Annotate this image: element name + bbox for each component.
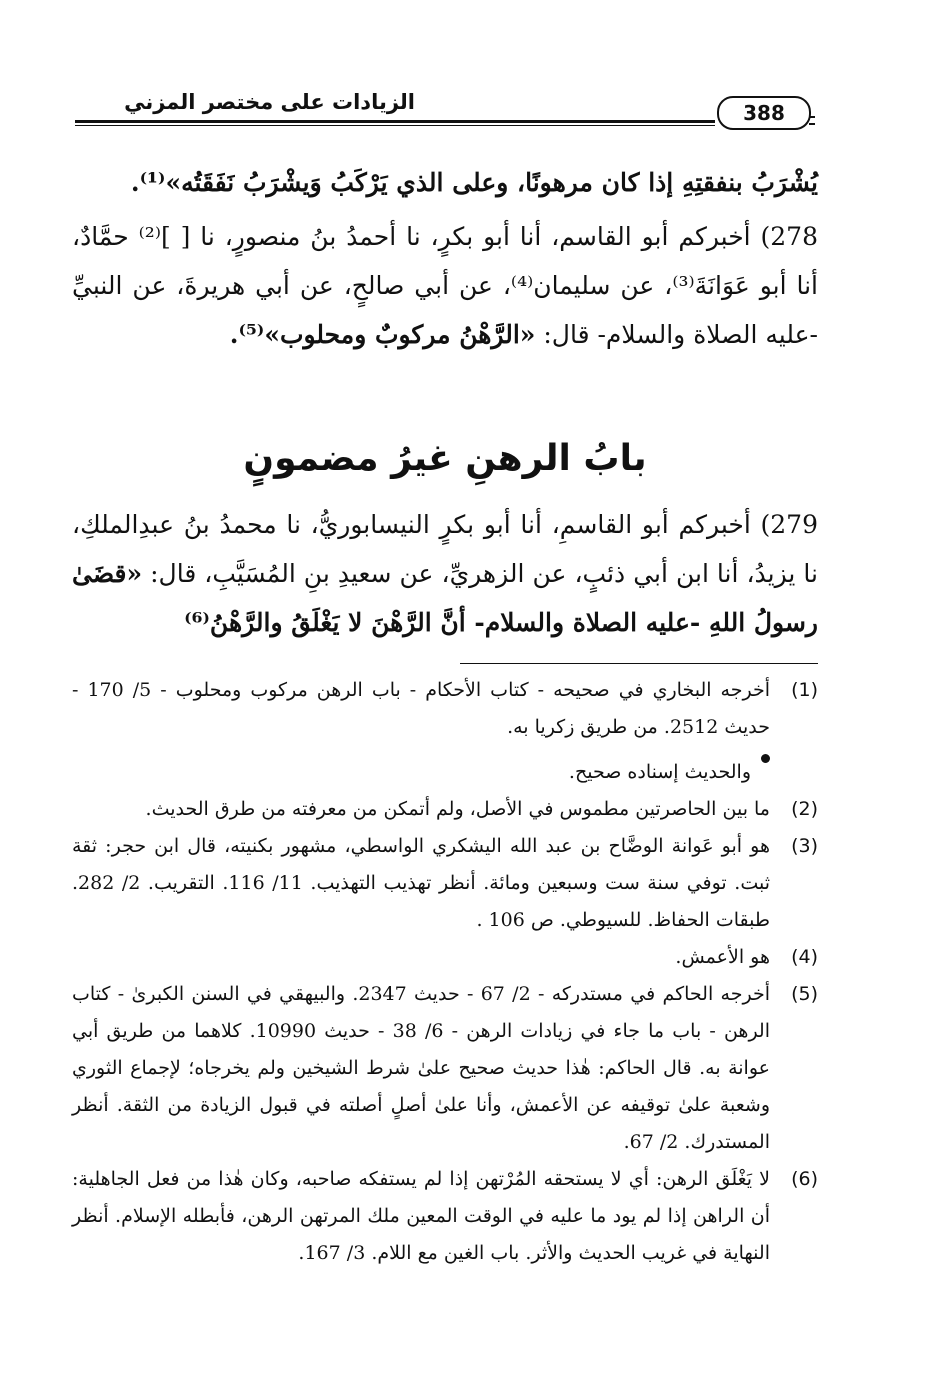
footnote-number: (3) [791,835,818,857]
book-title: الزيادات على مختصر المزني [124,90,415,114]
footnote [72,939,818,976]
bullet-icon [761,754,770,763]
footnote-text: ما بين الحاصرتين مطموس في الأصل، ولم أتمكن من معرفته من طرق الحديث. [145,798,770,820]
footnote-text: أخرجه الحاكم في مستدركه - 2/ 67 - حديث 2347. والبيهقي في السنن الكبرىٰ - كتاب الرهن - باب ما جاء في زيادات الرهن - 6/ 38 - حديث 10990. كلاهما من طريق أبي عوانة به. قال الحاكم: هٰذا حديث صحيح علىٰ شرط الشيخين ولم يخرجاه؛ لإجماع الثوري وشعبة علىٰ توقيفه عن الأعمش، وأنا علىٰ أصلٍ أصلته في قبول الزيادة من الثقة. أنظر المستدرك. 2/ 67. [72,983,770,1153]
hadith-number: 279) [760,510,818,539]
footnote-note [72,754,818,791]
header-rule-tail-lower [809,123,815,125]
hadith-279 [72,500,818,647]
footnotes [72,672,818,1272]
hadith-quote: «قضَىٰ رسولُ اللهِ -عليه الصلاة والسلام- أنَّ الرَّهْنَ لا يَغْلَقُ والرَّهْنُ⁽⁶⁾ [72,559,818,637]
footnote-number: (1) [791,679,818,701]
footnote-text: لا يَغْلَق الرهن: أي لا يستحقه المُرْتهن إذا لم يستفكه صاحبه، وكان هٰذا من فعل الجاهلية: أن الراهن إذا لم يود ما عليه في الوقت المعين ملك المرتهن الرهن، فأبطله الإسلام. أنظر النهاية في غريب الحديث والأثر. باب الغين مع اللام. 3/ 167. [72,1168,770,1264]
footnote-separator [460,663,818,664]
running-header [75,88,815,132]
footnote [72,976,818,1161]
footnote-number: (6) [791,1168,818,1190]
continued-hadith-text: يُشْرَبُ بنفقتِهِ إذا كان مرهونًا، وعلى الذي يَرْكَبُ وَيشْرَبُ نَفَقَتُه»⁽¹⁾. [130,168,818,197]
footnote-text: هو الأعمش. [675,946,770,968]
footnote-number: (4) [791,946,818,968]
footnote-note-text: والحديث إسناده صحيح. [568,761,751,783]
page-number: 388 [717,96,811,130]
chapter-heading: بابُ الرهنِ غيرُ مضمونٍ [243,438,647,479]
footnote-number: (5) [791,983,818,1005]
hadith-number: 278) [760,222,818,251]
hadith-chain: أخبركم أبو القاسم، أنا أبو بكرٍ، نا أحمدُ بنُ منصورٍ، نا [ ]⁽²⁾ حمَّادٌ، أنا أبو عَوَانَةَ⁽³⁾، عن سليمان⁽⁴⁾، عن أبي صالحٍ، عن أبي هريرةَ، عن النبيِّ -عليه الصلاة والسلام- قال: [72,222,819,349]
footnote-text: هو أبو عَوانة الوضَّاح بن عبد الله اليشكري الواسطي، مشهور بكنيته، قال ابن حجر: ثقة ثبت. توفي سنة ست وسبعين ومائة. أنظر تهذيب التهذيب. 11/ 116. التقريب. 2/ 282. طبقات الحفاظ. للسيوطي. ص 106 . [72,835,770,931]
hadith-278 [72,212,818,359]
footnote [72,672,818,746]
footnote [72,828,818,939]
hadith-chain: أخبركم أبو القاسمِ، أنا أبو بكرٍ النيسابوريُّ، نا محمدُ بنُ عبدِالملكِ، نا يزيدُ، أنا ابن أبي ذئبٍ، عن الزهريِّ، عن سعيدِ بنِ المُسَيَّبِ، قال: [72,510,818,588]
hadith-quote: «الرَّهْنُ مركوبٌ ومحلوب»⁽⁵⁾. [229,320,536,349]
footnote-number: (2) [791,798,818,820]
header-rule [75,120,715,123]
header-rule-thin [75,125,715,126]
footnote-text: أخرجه البخاري في صحيحه - كتاب الأحكام - باب الرهن مركوب ومحلوب - 5/ 170 - حديث 2512. من طريق زكريا به. [72,679,770,738]
footnote [72,791,818,828]
footnote [72,1161,818,1272]
